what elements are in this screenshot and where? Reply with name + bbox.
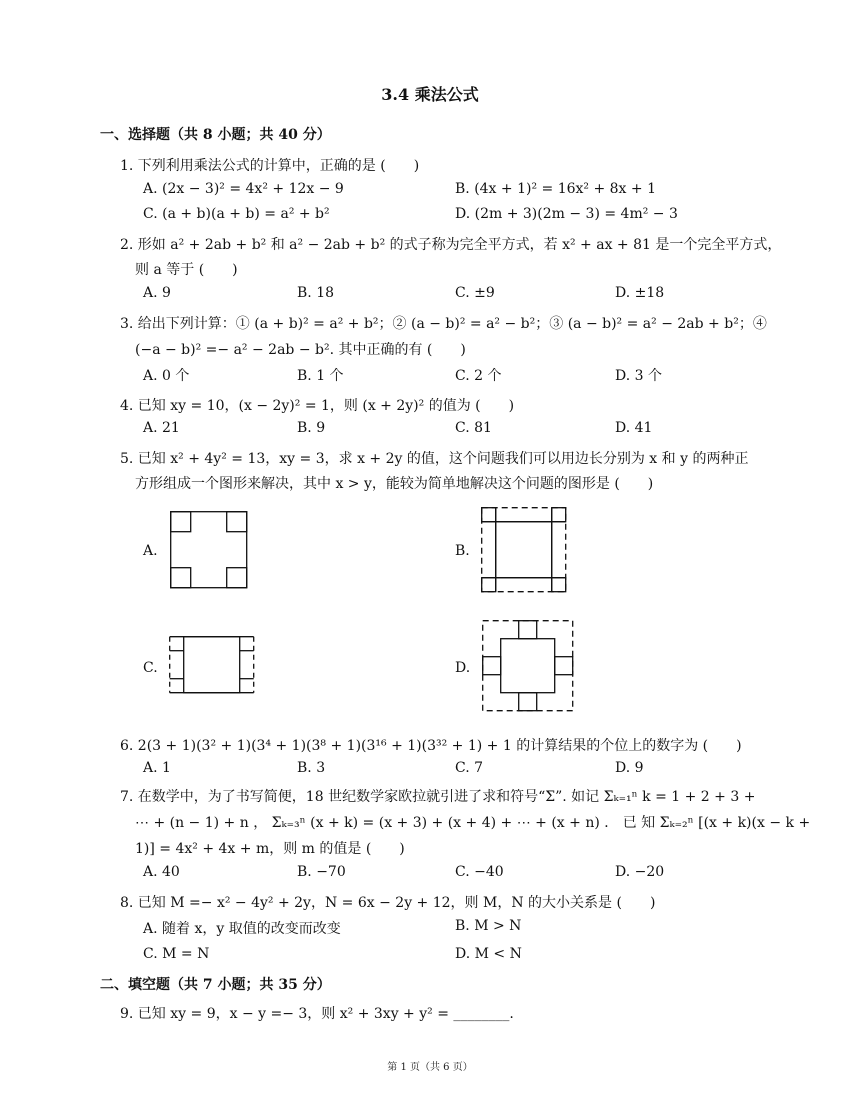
question-7-stem-line1: 7. 在数学中，为了书写简便，18 世纪数学家欧拉就引进了求和符号“Σ”. 如记 Σₖ₌₁ⁿ k = 1 + 2 + 3 +	[120, 789, 756, 805]
question-8-option-d: D. M < N	[455, 946, 522, 962]
question-8-option-a: A. 随着 x，y 取值的改变而改变	[143, 921, 341, 937]
question-1-option-a: A. (2x − 3)² = 4x² + 12x − 9	[143, 181, 344, 197]
figure-d	[482, 620, 574, 712]
question-5-stem-line1: 5. 已知 x² + 4y² = 13，xy = 3，求 x + 2y 的值，这个问题我们可以用边长分别为 x 和 y 的两种正	[120, 451, 749, 467]
question-6-option-d: D. 9	[615, 760, 644, 776]
question-7-option-c: C. −40	[455, 864, 504, 880]
question-3-stem-line1: 3. 给出下列计算：① (a + b)² = a² + b²；② (a − b)² = a² − b²；③ (a − b)² = a² − 2ab + b²；④	[120, 316, 767, 332]
question-3-option-b: B. 1 个	[297, 368, 344, 384]
section-heading-fill-in: 二、填空题（共 7 小题；共 35 分）	[100, 977, 331, 993]
question-7-option-b: B. −70	[297, 864, 346, 880]
question-6-stem: 6. 2(3 + 1)(3² + 1)(3⁴ + 1)(3⁸ + 1)(3¹⁶ + 1)(3³² + 1) + 1 的计算结果的个位上的数字为 ( )	[120, 738, 742, 754]
question-6-option-c: C. 7	[455, 760, 484, 776]
question-4-option-a: A. 21	[143, 420, 180, 436]
question-1-option-c: C. (a + b)(a + b) = a² + b²	[143, 206, 330, 222]
question-3-option-d: D. 3 个	[615, 368, 662, 384]
figure-c	[169, 636, 255, 694]
question-8-option-c: C. M = N	[143, 946, 210, 962]
figure-a	[170, 511, 248, 589]
question-4-stem: 4. 已知 xy = 10，(x − 2y)² = 1，则 (x + 2y)² 的值为 ( )	[120, 398, 515, 414]
question-2-option-a: A. 9	[143, 285, 171, 301]
question-6-option-b: B. 3	[297, 760, 326, 776]
question-7-option-d: D. −20	[615, 864, 665, 880]
page-title: 3.4 乘法公式	[381, 85, 479, 104]
question-6-option-a: A. 1	[143, 760, 171, 776]
question-5-option-b: B.	[455, 543, 470, 559]
figure-b	[481, 507, 567, 593]
page-footer: 第 1 页（共 6 页）	[387, 1062, 473, 1073]
question-5-stem-line2: 方形组成一个图形来解决，其中 x > y，能较为简单地解决这个问题的图形是 ( )	[135, 476, 654, 492]
question-1-stem: 1. 下列利用乘法公式的计算中，正确的是 ( )	[120, 158, 420, 174]
question-5-option-c: C.	[143, 660, 158, 676]
question-8-option-b: B. M > N	[455, 918, 522, 934]
question-7-option-a: A. 40	[143, 864, 180, 880]
question-2-stem-line1: 2. 形如 a² + 2ab + b² 和 a² − 2ab + b² 的式子称为完全平方式，若 x² + ax + 81 是一个完全平方式，	[120, 237, 782, 253]
question-2-option-c: C. ±9	[455, 285, 495, 301]
question-1-option-d: D. (2m + 3)(2m − 3) = 4m² − 3	[455, 206, 678, 222]
question-2-option-b: B. 18	[297, 285, 335, 301]
question-2-stem-line2: 则 a 等于 ( )	[135, 262, 238, 278]
question-2-option-d: D. ±18	[615, 285, 665, 301]
question-4-option-d: D. 41	[615, 420, 653, 436]
question-9-stem: 9. 已知 xy = 9，x − y =− 3，则 x² + 3xy + y² = ________.	[120, 1006, 514, 1022]
question-7-stem-line2: ⋯ + (n − 1) + n ， Σₖ₌₃ⁿ (x + k) = (x + 3) + (x + 4) + ⋯ + (x + n) ． 已 知 Σₖ₌₂ⁿ [(x + k)(x − k +	[135, 815, 811, 831]
question-3-option-c: C. 2 个	[455, 368, 502, 384]
question-3-option-a: A. 0 个	[143, 368, 190, 384]
question-4-option-c: C. 81	[455, 420, 492, 436]
question-1-option-b: B. (4x + 1)² = 16x² + 8x + 1	[455, 181, 656, 197]
question-5-option-a: A.	[143, 543, 158, 559]
question-5-option-d: D.	[455, 660, 471, 676]
section-heading-choice: 一、选择题（共 8 小题；共 40 分）	[100, 127, 331, 143]
question-8-stem: 8. 已知 M =− x² − 4y² + 2y，N = 6x − 2y + 12，则 M，N 的大小关系是 ( )	[120, 895, 656, 911]
question-3-stem-line2: (−a − b)² =− a² − 2ab − b². 其中正确的有 ( )	[135, 342, 466, 358]
question-7-stem-line3: 1)] = 4x² + 4x + m，则 m 的值是 ( )	[135, 841, 405, 857]
question-4-option-b: B. 9	[297, 420, 326, 436]
